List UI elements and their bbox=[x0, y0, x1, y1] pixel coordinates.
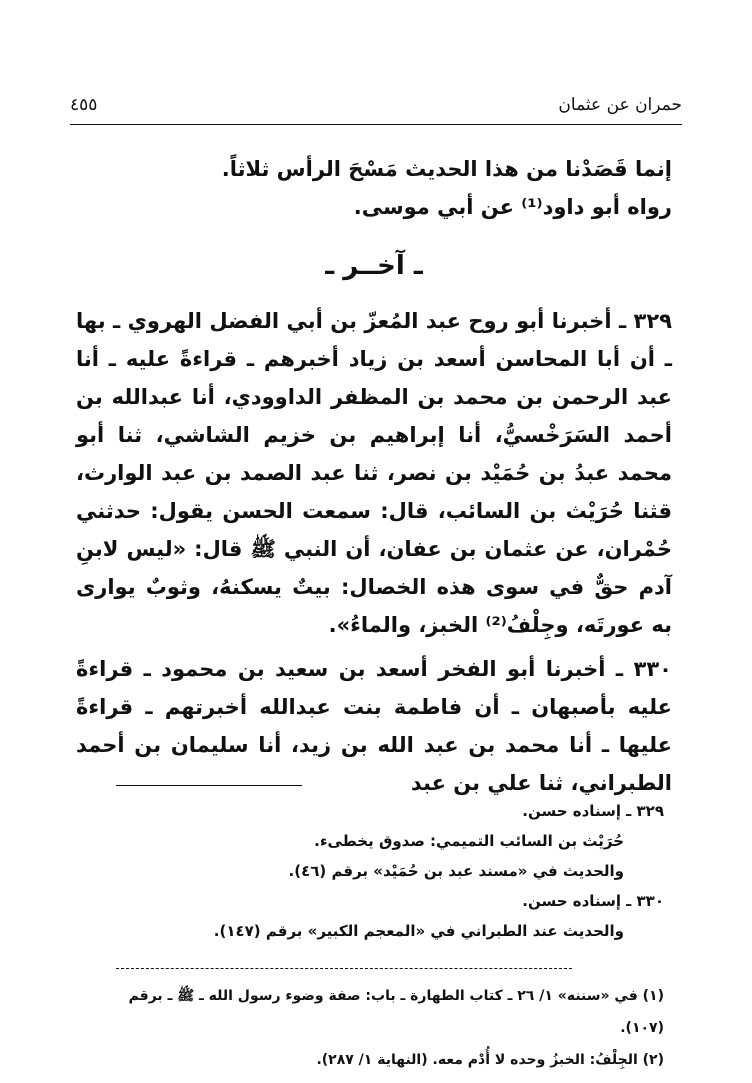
header-rule bbox=[70, 124, 682, 125]
notes-divider bbox=[116, 785, 302, 786]
note-line: والحديث عند الطبراني في «المعجم الكبير» برقم (١٤٧). bbox=[213, 922, 624, 940]
hadith-paragraph-329: ٣٢٩ ـ أخبرنا أبو روح عبد المُعزّ بن أبي الفضل الهروي ـ بها ـ أن أبا المحاسن أسعد بن زياد أخبرهم ـ قراءةً عليه ـ أنا عبد الرحمن بن محمد بن المظفر الداوودي، أنا عبدالله بن أحمد السَرَخْسيُّ، أنا إبراهيم بن خزيم الشاشي، ثنا أبو محمد عبدُ بن حُمَيْد بن نصر، ثنا عبد الصمد بن عبد الوارث، قثنا حُرَيْث بن السائب، قال: سمعت الحسن يقول: حدثني حُمْران، عن عثمان بن عفان، أن النبي ﷺ قال: «ليس لابنِ آدم حقٌّ في سوى هذه الخصال: بيتٌ يسكنهُ، وثوبٌ يوارى به عورتَه، وجِلْفُ⁽²⁾ الخبز، والماءُ». bbox=[76, 309, 672, 637]
section-title: ـ آخــر ـ bbox=[325, 251, 423, 281]
hadith-paragraph-330: ٣٣٠ ـ أخبرنا أبو الفخر أسعد بن سعيد بن محمود ـ قراءةً عليه بأصبهان ـ أن فاطمة بنت عبدالله أخبرتهم ـ قراءةً عليها ـ أنا محمد بن عبد الله بن زيد، أنا سليمان بن أحمد الطبراني، ثنا علي بن عبد bbox=[76, 657, 672, 795]
note-line: والحديث في «مسند عبد بن حُمَيْد» برقم (٤٦). bbox=[288, 862, 624, 880]
note-line: حُرَيْث بن السائب التميمي: صدوق يخطىء. bbox=[314, 832, 624, 850]
footnotes-section bbox=[96, 980, 664, 1076]
footnote-line: (١) في «سننه» ١/ ٢٦ ـ كتاب الطهارة ـ باب: صفة وضوء رسول الله ـ ﷺ ـ برقم (١٠٧). bbox=[128, 988, 664, 1036]
page-number: ٤٥٥ bbox=[70, 95, 98, 115]
footnotes-divider bbox=[116, 968, 572, 969]
quote-line: رواه أبو داود⁽¹⁾ عن أبي موسى. bbox=[353, 195, 672, 219]
page-header bbox=[70, 88, 682, 122]
note-line: ٣٣٠ ـ إسناده حسن. bbox=[522, 892, 664, 910]
note-line: ٣٢٩ ـ إسناده حسن. bbox=[522, 802, 664, 820]
notes-section bbox=[96, 796, 664, 946]
quote-line: إنما قَصَدْنا من هذا الحديث مَسْحَ الرأس ثلاثاً. bbox=[221, 157, 672, 181]
running-title: حمران عن عثمان bbox=[558, 95, 682, 115]
main-text bbox=[76, 150, 672, 808]
footnote-line: (٢) الجِلْفُ: الخبزُ وحده لا أُدْم معه. (النهاية ١/ ٢٨٧). bbox=[316, 1052, 664, 1068]
